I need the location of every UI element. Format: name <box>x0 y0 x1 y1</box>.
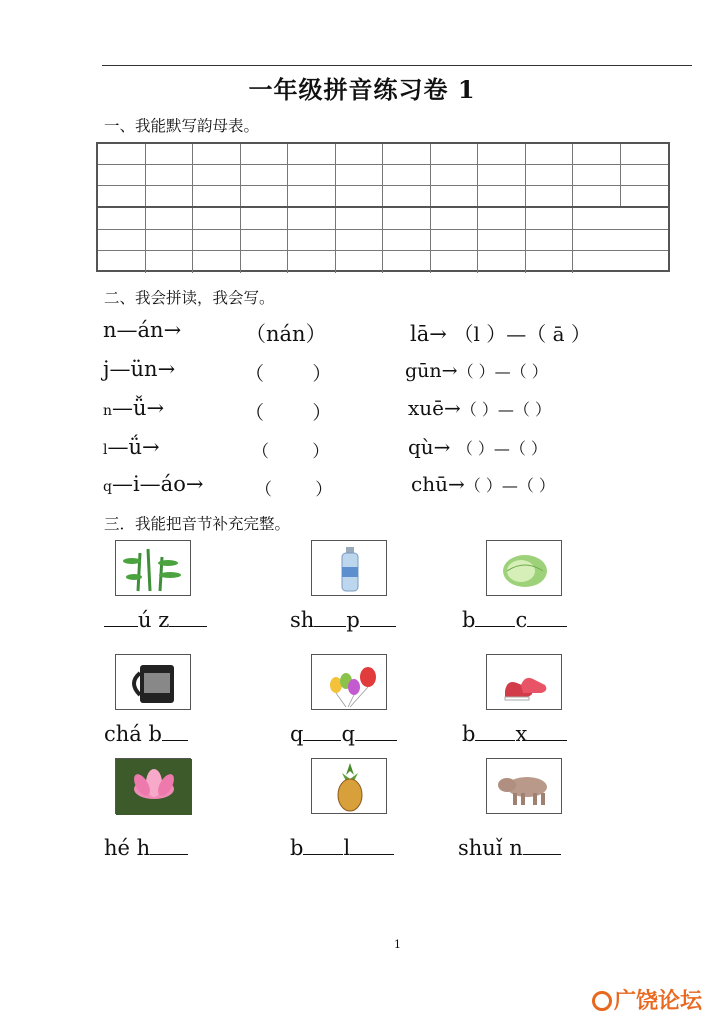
table-cell[interactable] <box>573 144 621 165</box>
header-rule <box>102 65 692 66</box>
cup-icon <box>115 654 191 710</box>
fill-4[interactable]: chá b <box>104 720 188 746</box>
table-cell[interactable] <box>336 165 384 186</box>
table-cell[interactable] <box>98 251 146 273</box>
table-cell[interactable] <box>621 186 669 206</box>
spell-row-1: n—án→ <box>103 318 182 342</box>
table-cell[interactable] <box>241 144 289 165</box>
table-cell[interactable] <box>383 144 431 165</box>
table-cell[interactable] <box>478 186 526 206</box>
split-row-2: gūn→（ ）—（ ） <box>405 360 548 382</box>
table-cell[interactable] <box>288 251 336 273</box>
table-cell[interactable] <box>288 144 336 165</box>
table-cell[interactable] <box>526 208 574 230</box>
table-cell[interactable] <box>146 251 194 273</box>
water-bottle-icon <box>311 540 387 596</box>
table-cell[interactable] <box>573 186 621 206</box>
table-cell[interactable] <box>336 208 384 230</box>
table-cell[interactable] <box>478 165 526 186</box>
pineapple-icon <box>311 758 387 814</box>
section-2-heading: 二、我会拼读，我会写。 <box>104 289 275 307</box>
logo-g-icon <box>592 991 612 1011</box>
table-cell[interactable] <box>288 165 336 186</box>
page-number: 1 <box>394 938 401 951</box>
split-row-3: xuē→（ ）—（ ） <box>408 396 551 420</box>
fill-8[interactable]: b l <box>290 834 394 860</box>
table-cell[interactable] <box>193 251 241 273</box>
table-cell[interactable] <box>336 251 384 273</box>
answer-2[interactable]: （ ） <box>245 363 332 385</box>
shoes-icon <box>486 654 562 710</box>
hippo-icon <box>486 758 562 814</box>
table-cell[interactable] <box>146 230 194 251</box>
fill-7[interactable]: hé h <box>104 834 188 860</box>
table-cell[interactable] <box>526 144 574 165</box>
table-cell[interactable] <box>336 230 384 251</box>
table-cell[interactable] <box>383 186 431 206</box>
table-cell[interactable] <box>573 251 668 273</box>
page-title: 一年级拼音练习卷 1 <box>248 75 476 104</box>
table-cell[interactable] <box>98 186 146 206</box>
answer-4[interactable]: （ ） <box>252 442 330 462</box>
split-row-5: chū→（ ）—（ ） <box>411 472 555 496</box>
fill-5[interactable]: q q <box>290 720 397 746</box>
spell-row-2: j—ün→ <box>103 357 176 381</box>
table-cell[interactable] <box>241 208 289 230</box>
table-cell[interactable] <box>431 165 479 186</box>
table-cell[interactable] <box>573 165 621 186</box>
table-cell[interactable] <box>526 230 574 251</box>
table-cell[interactable] <box>193 230 241 251</box>
table-cell[interactable] <box>526 251 574 273</box>
table-cell[interactable] <box>98 230 146 251</box>
table-cell[interactable] <box>621 144 669 165</box>
table-cell[interactable] <box>241 165 289 186</box>
table-cell[interactable] <box>478 208 526 230</box>
table-cell[interactable] <box>193 186 241 206</box>
table-cell[interactable] <box>98 144 146 165</box>
watermark-logo: 广饶论坛 <box>592 984 702 1015</box>
table-cell[interactable] <box>383 165 431 186</box>
table-cell[interactable] <box>146 186 194 206</box>
table-cell[interactable] <box>146 144 194 165</box>
fill-2[interactable]: sh p <box>290 606 396 632</box>
table-cell[interactable] <box>621 165 669 186</box>
spell-row-5: q—i—áo→ <box>103 472 204 496</box>
table-cell[interactable] <box>288 208 336 230</box>
table-cell[interactable] <box>146 165 194 186</box>
table-cell[interactable] <box>336 144 384 165</box>
table-cell[interactable] <box>193 144 241 165</box>
section-3-heading: 三．我能把音节补充完整。 <box>104 515 291 533</box>
answer-5[interactable]: （ ） <box>255 480 333 500</box>
split-row-4: qù→ （ ）—（ ） <box>408 435 547 459</box>
answer-1[interactable]: （nán） <box>245 322 327 346</box>
balloons-icon <box>311 654 387 710</box>
cabbage-icon <box>486 540 562 596</box>
table-cell[interactable] <box>573 208 668 230</box>
table-cell[interactable] <box>573 230 668 251</box>
table-cell[interactable] <box>98 165 146 186</box>
spell-row-3: n—ǚ→ <box>103 396 165 420</box>
table-cell[interactable] <box>478 251 526 273</box>
table-cell[interactable] <box>98 208 146 230</box>
table-cell[interactable] <box>288 186 336 206</box>
section-1-heading: 一、我能默写韵母表。 <box>104 117 260 135</box>
table-cell[interactable] <box>526 186 574 206</box>
table-cell[interactable] <box>193 208 241 230</box>
table-cell[interactable] <box>193 165 241 186</box>
split-row-1: lā→ （l ）—（ ā ） <box>410 322 591 346</box>
table-cell[interactable] <box>146 208 194 230</box>
table-cell[interactable] <box>478 144 526 165</box>
answer-3[interactable]: （ ） <box>245 402 332 424</box>
table-cell[interactable] <box>431 251 479 273</box>
bamboo-icon <box>115 540 191 596</box>
lotus-icon <box>115 758 191 814</box>
table-cell[interactable] <box>383 208 431 230</box>
table-cell[interactable] <box>241 251 289 273</box>
table-cell[interactable] <box>431 208 479 230</box>
table-cell[interactable] <box>288 230 336 251</box>
spell-row-4: l—ǘ→ <box>103 435 160 459</box>
fill-9[interactable]: shuǐ n <box>458 834 561 860</box>
table-cell[interactable] <box>526 165 574 186</box>
table-cell[interactable] <box>478 230 526 251</box>
table-cell[interactable] <box>431 144 479 165</box>
table-cell[interactable] <box>383 251 431 273</box>
table-cell[interactable] <box>241 186 289 206</box>
fill-6[interactable]: b x <box>462 720 567 746</box>
table-cell[interactable] <box>383 230 431 251</box>
table-cell[interactable] <box>336 186 384 206</box>
table-cell[interactable] <box>241 230 289 251</box>
finals-table <box>96 142 670 272</box>
fill-3[interactable]: b c <box>462 606 567 632</box>
table-cell[interactable] <box>431 186 479 206</box>
fill-1[interactable]: ú z <box>104 606 207 632</box>
table-cell[interactable] <box>431 230 479 251</box>
